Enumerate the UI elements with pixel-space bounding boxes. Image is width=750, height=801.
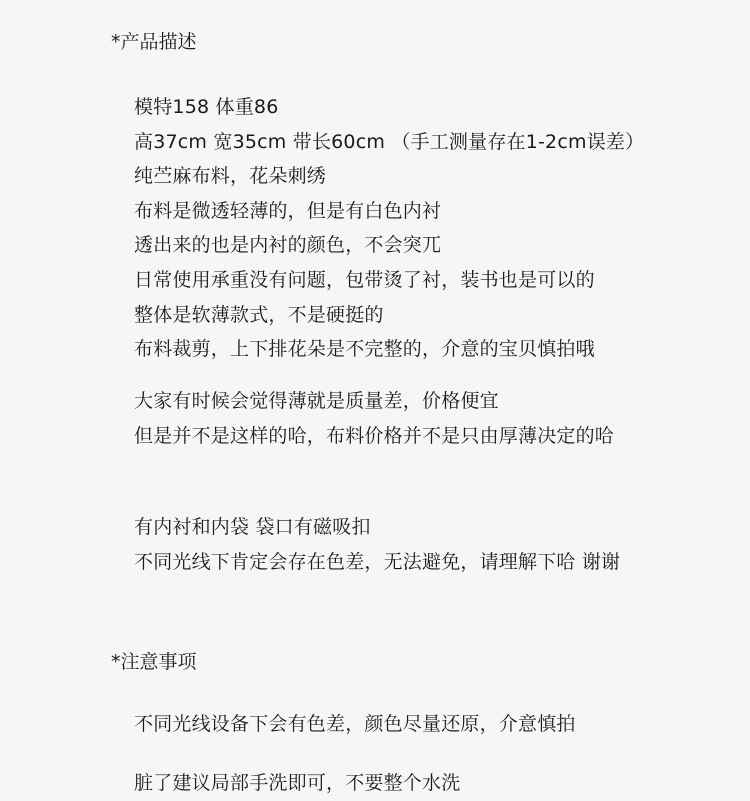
list-item: 日常使用承重没有问题，包带烫了衬，装书也是可以的 <box>134 268 595 291</box>
list-item: 模特158 体重86 <box>134 96 279 118</box>
product-description-heading: *产品描述 <box>111 31 197 53</box>
list-item: 不同光线下肯定会存在色差，无法避免，请理解下哈 谢谢 <box>134 550 621 573</box>
list-item: 纯苎麻布料，花朵刺绣 <box>134 165 327 188</box>
list-item: 透出来的也是内衬的颜色，不会突兀 <box>134 234 442 257</box>
product-description-list <box>134 90 644 367</box>
list-item: 有内衬和内袋 袋口有磁吸扣 <box>134 516 371 538</box>
list-item: 脏了建议局部手洗即可，不要整个水洗 <box>134 772 461 794</box>
notes-heading: *注意事项 <box>111 651 197 673</box>
list-item: 但是并不是这样的哈，布料价格并不是只由厚薄决定的哈 <box>134 424 615 447</box>
notes-list-cont <box>134 766 460 801</box>
list-item: 整体是软薄款式，不是硬挺的 <box>134 303 384 326</box>
quality-note-list <box>134 384 614 453</box>
list-item: 布料是微透轻薄的，但是有白色内衬 <box>134 199 442 222</box>
list-item: 不同光线设备下会有色差，颜色尽量还原，介意慎拍 <box>134 713 576 735</box>
lining-note-list <box>134 510 620 579</box>
notes-list <box>134 707 576 742</box>
list-item: 大家有时候会觉得薄就是质量差，价格便宜 <box>134 390 499 412</box>
list-item: 高37cm 宽35cm 带长60cm （手工测量存在1-2cm误差） <box>134 130 645 153</box>
list-item: 布料裁剪，上下排花朵是不完整的，介意的宝贝慎拍哦 <box>134 338 595 361</box>
